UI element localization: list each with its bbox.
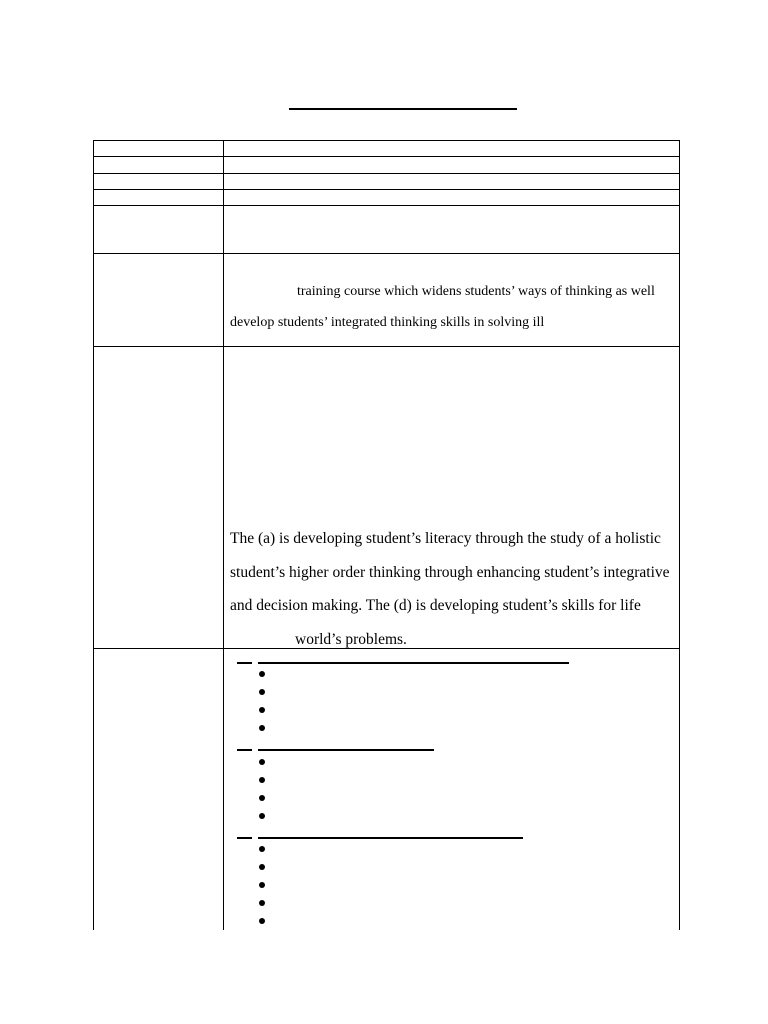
bullet-point	[259, 795, 265, 801]
bullet-point	[259, 777, 265, 783]
table-row-border	[93, 173, 680, 174]
outline-heading-rule	[258, 662, 569, 664]
objective-line-2: develop students’ integrated thinking skills in solving ill	[230, 315, 545, 330]
description-line-2: student’s higher order thinking through enhancing student’s integrative	[230, 564, 670, 581]
outline-heading-rule	[258, 837, 523, 839]
bullet-point	[259, 918, 265, 924]
outline-heading-rule	[258, 749, 434, 751]
outline-dash	[237, 837, 252, 839]
table-left-border	[93, 140, 94, 930]
bullet-point	[259, 689, 265, 695]
bullet-point	[259, 707, 265, 713]
table-right-border	[679, 140, 680, 930]
bullet-point	[259, 882, 265, 888]
outline-dash	[237, 662, 252, 664]
bullet-point	[259, 864, 265, 870]
bullet-point	[259, 725, 265, 731]
bullet-point	[259, 813, 265, 819]
table-row-border	[93, 140, 680, 141]
table-column-divider	[223, 140, 224, 930]
bullet-point	[259, 671, 265, 677]
bullet-point	[259, 759, 265, 765]
table-row-border	[93, 205, 680, 206]
table-row-border	[93, 156, 680, 157]
objective-line-1: training course which widens students’ ways of thinking as well	[297, 284, 655, 299]
table-row-border	[93, 346, 680, 347]
description-line-3: and decision making. The (d) is developing student’s skills for life	[230, 597, 641, 614]
description-line-1: The (a) is developing student’s literacy through the study of a holistic	[230, 530, 661, 547]
bullet-point	[259, 900, 265, 906]
description-line-4: world’s problems.	[295, 631, 407, 648]
table-row-border	[93, 189, 680, 190]
bullet-point	[259, 846, 265, 852]
table-row-border	[93, 253, 680, 254]
outline-dash	[237, 749, 252, 751]
